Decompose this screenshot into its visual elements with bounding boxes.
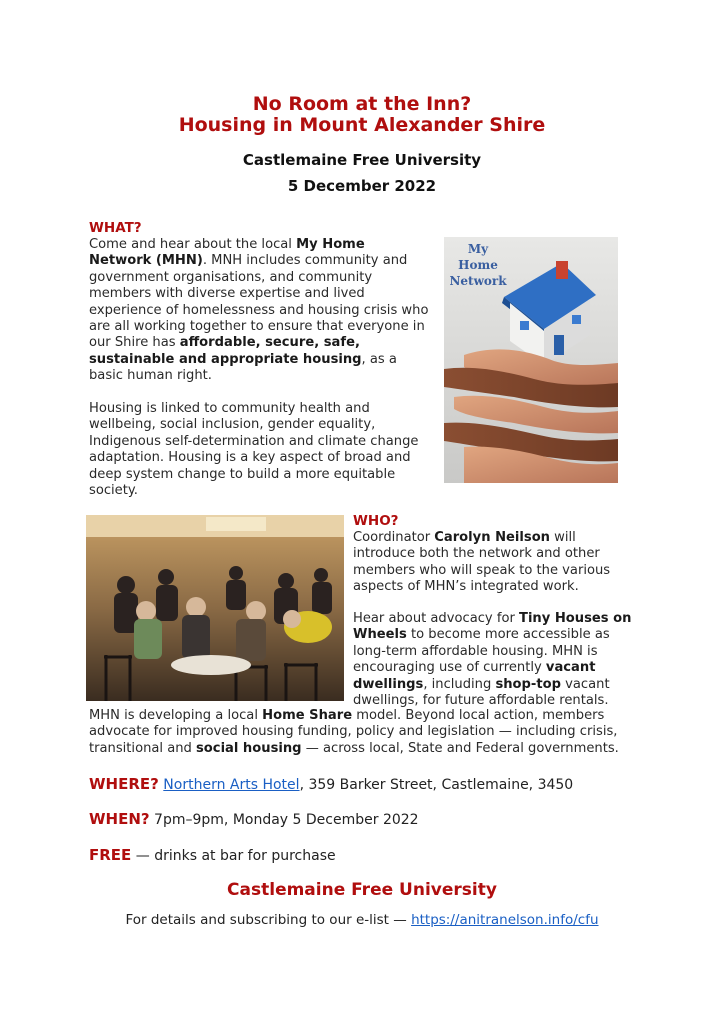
who-paragraph-3 <box>89 708 639 757</box>
when-label: WHEN? <box>89 810 150 828</box>
free-text: — drinks at bar for purchase <box>131 848 336 864</box>
when-text: 7pm–9pm, Monday 5 December 2022 <box>149 812 419 828</box>
venue-address: , 359 Barker Street, Castlemaine, 3450 <box>299 777 574 793</box>
who-text: model. Beyond local action, members advocate for improved housing funding, policy and legislation — including crisis, transitional and <box>89 708 618 756</box>
footer-details-text: For details and subscribing to our e-list — <box>125 912 412 928</box>
tiny-houses-bold: Tiny Houses on Wheels <box>353 611 632 643</box>
who-paragraph-2 <box>353 611 633 709</box>
who-text: to become more accessible as long-term affordable housing. MHN is encouraging use of currently <box>353 627 610 676</box>
footer-org: Castlemaine Free University <box>227 880 497 900</box>
footer-details <box>0 912 724 928</box>
who-text: will introduce both the network and other members who will speak to the various aspects of MHN’s integrated work. <box>353 530 611 595</box>
shop-top-bold: shop-top <box>495 676 561 692</box>
who-heading: WHO? <box>353 513 399 529</box>
social-housing-bold: social housing <box>196 740 302 756</box>
what-heading: WHAT? <box>89 220 142 236</box>
who-paragraph-1 <box>353 530 625 596</box>
what-text: . MNH includes community and government organisations, and community members with diverse expertise and lived experience of homelessness and housing crisis who are all working together to ensure that everyone in our Shire has <box>89 253 429 351</box>
what-text: , as a basic human right. <box>89 351 397 384</box>
coordinator-name: Carolyn Neilson <box>434 530 551 545</box>
who-text: — across local, State and Federal governments. <box>301 740 619 756</box>
vacant-dwellings-bold: vacant dwellings <box>353 660 596 692</box>
free-line <box>89 846 336 864</box>
where-label: WHERE? <box>89 775 159 793</box>
who-text: Coordinator <box>353 530 435 545</box>
when-line <box>89 810 419 828</box>
what-paragraph-1 <box>89 237 431 385</box>
organiser-name: Castlemaine Free University <box>242 151 482 169</box>
who-text: vacant dwellings, for future affordable rentals. <box>353 676 610 709</box>
what-text: Come and hear about the local <box>89 237 297 252</box>
free-label: FREE <box>89 846 132 864</box>
what-housing-bold: affordable, secure, safe, sustainable and appropriate housing <box>89 335 362 367</box>
what-mhn-bold: My Home Network (MHN) <box>89 237 365 269</box>
meeting-photo-illustration <box>86 515 344 701</box>
logo-line-1: My <box>467 242 489 256</box>
event-title-line1: No Room at the Inn? <box>252 93 472 115</box>
logo-text <box>448 241 508 289</box>
logo-line-3: Network <box>449 274 507 288</box>
cfu-website-link[interactable]: https://anitranelson.info/cfu <box>411 912 599 928</box>
who-text: Hear about advocacy for <box>353 611 520 626</box>
who-text: , including <box>423 676 496 692</box>
venue-link[interactable]: Northern Arts Hotel <box>163 777 300 793</box>
home-share-bold: Home Share <box>262 708 353 723</box>
where-line <box>89 775 573 793</box>
event-date: 5 December 2022 <box>287 177 437 195</box>
event-title-line2: Housing in Mount Alexander Shire <box>178 114 546 136</box>
what-paragraph-2: Housing is linked to community health and wellbeing, social inclusion, gender equality, Indigenous self-determination and climate change adaptation. Housing is a key aspect of broad and deep system change to build a more equitable society. <box>89 401 419 499</box>
meeting-photo <box>86 515 344 701</box>
my-home-network-image <box>444 237 618 483</box>
who-text: MHN is developing a local <box>89 708 263 723</box>
logo-line-2: Home <box>458 258 498 272</box>
